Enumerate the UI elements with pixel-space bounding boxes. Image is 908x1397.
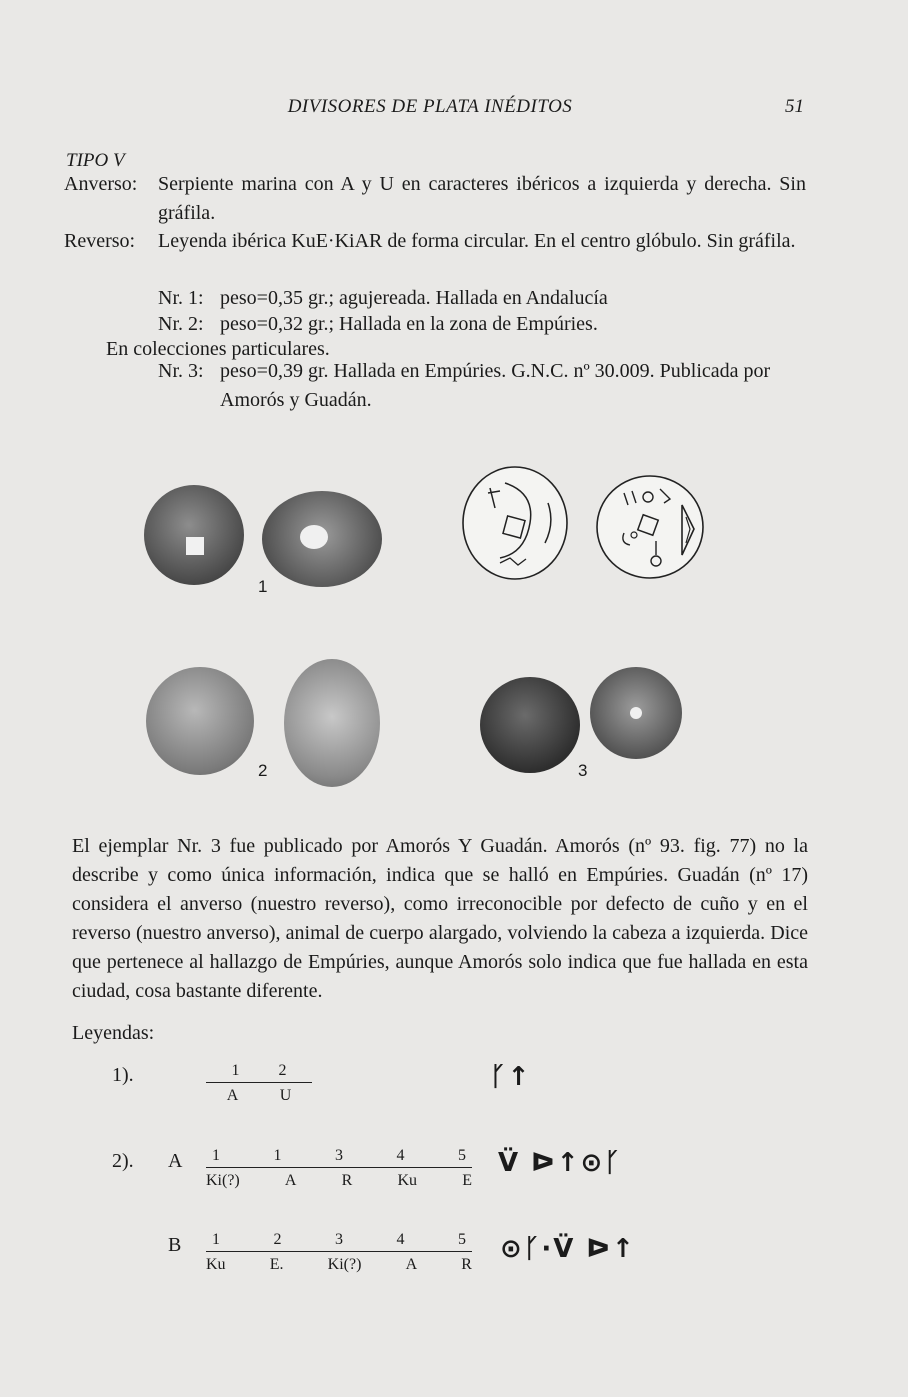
legend-2a-letter: Ku: [397, 1172, 418, 1189]
legend-2b-sub: B: [168, 1234, 182, 1256]
legend-2b-num: 3: [335, 1231, 343, 1248]
reverso-text: Leyenda ibérica KuE·KiAR de forma circular. En el centro glóbulo. Sin gráfila.: [158, 230, 796, 252]
legend-2b-num: 1: [212, 1231, 220, 1248]
coin-3-reverse-photo: [590, 667, 682, 759]
legend-1-letter: A: [226, 1087, 239, 1104]
legend-1-letter: U: [279, 1087, 292, 1104]
legend-2a-letter: Ki(?): [206, 1172, 240, 1189]
legend-2a-num: 4: [396, 1147, 405, 1164]
legend-2a-iberian: V̈ ᐅ↑⊙ᚴ: [498, 1148, 622, 1178]
legend-2b-letter: E.: [269, 1256, 284, 1273]
page-number: 51: [785, 96, 804, 117]
legend-2b-num: 4: [396, 1231, 405, 1248]
coin-1-reverse-drawing: [594, 473, 706, 581]
collections-note: En colecciones particulares.: [106, 338, 330, 360]
coin-2-reverse-photo: [284, 659, 380, 787]
anverso-text: Serpiente marina con A y U en caracteres ibéricos a izquierda y derecha. Sin gráfila.: [158, 173, 806, 224]
specimen-text: peso=0,32 gr.; Hallada en la zona de Empúries.: [220, 313, 598, 335]
legend-2b-letter: Ku: [206, 1256, 226, 1273]
figure-number: 2: [258, 761, 268, 780]
coin-2-obverse-photo: [146, 667, 254, 775]
reverso-label: Reverso:: [64, 230, 136, 252]
legend-1-num: 2: [278, 1062, 287, 1079]
specimen-text: peso=0,39 gr. Hallada en Empúries. G.N.C. nº 30.009. Publicada por Amorós y Guadán.: [220, 360, 771, 411]
legend-2a-letter: A: [284, 1172, 297, 1189]
legend-1-label: 1).: [112, 1064, 134, 1086]
legend-2a-letter: E: [462, 1172, 472, 1189]
anverso-label: Anverso:: [64, 173, 138, 195]
legend-2b-letter: A: [405, 1256, 418, 1273]
coin-1-obverse-drawing: [460, 463, 570, 583]
legend-2b-letter: Ki(?): [327, 1256, 362, 1273]
legend-1-num: 1: [231, 1062, 240, 1079]
section-title: TIPO V: [66, 150, 125, 171]
coin-1-obverse-photo: [144, 485, 244, 585]
coin-figures: [130, 455, 710, 795]
legend-2a-letter: R: [341, 1172, 353, 1189]
legend-1-fraction: [206, 1062, 312, 1105]
commentary-paragraph: El ejemplar Nr. 3 fue publicado por Amorós Y Guadán. Amorós (nº 93. fig. 77) no la describe y como única información, indica que se halló en Empúries. Guadán (nº 17) considera el anverso (nuestro reverso), como irreconocible por defecto de cuño y en el reverso (nuestro anverso), animal de cuerpo alargado, volviendo la cabeza a izquierda. Dice que pertenece al hallazgo de Empúries, aunque Amorós solo indica que fue hallada en esta ciudad, cosa bastante diferente.: [72, 835, 808, 1002]
legend-2b-num: 2: [273, 1231, 282, 1248]
legends-heading: Leyendas:: [72, 1022, 155, 1044]
legend-2b-iberian: ⊙ᚴ·V̈ ᐅ↑: [500, 1234, 636, 1264]
coin-1-reverse-photo: [262, 491, 382, 587]
legend-2b-num: 5: [458, 1231, 466, 1248]
legend-2a-num: 1: [212, 1147, 220, 1164]
legend-2a-fraction: [206, 1147, 472, 1190]
specimen-label: Nr. 1:: [158, 287, 204, 309]
specimen-label: Nr. 2:: [158, 313, 204, 335]
legend-2a-num: 5: [458, 1147, 466, 1164]
legend-1-iberian: ᚴ↑: [490, 1062, 532, 1092]
legend-2a-sub: A: [168, 1150, 183, 1172]
specimen-text: peso=0,35 gr.; agujereada. Hallada en Andalucía: [220, 287, 608, 309]
legend-2-label: 2).: [112, 1150, 134, 1172]
coin-3-obverse-photo: [480, 677, 580, 773]
figure-number: 1: [258, 577, 268, 596]
figure-number: 3: [578, 761, 588, 780]
legend-2b-letter: R: [461, 1256, 472, 1273]
specimen-label: Nr. 3:: [158, 360, 204, 382]
legend-2b-fraction: [206, 1231, 472, 1274]
legend-2a-num: 3: [335, 1147, 343, 1164]
running-header: DIVISORES DE PLATA INÉDITOS: [287, 96, 573, 117]
legend-2a-num: 1: [273, 1147, 282, 1164]
